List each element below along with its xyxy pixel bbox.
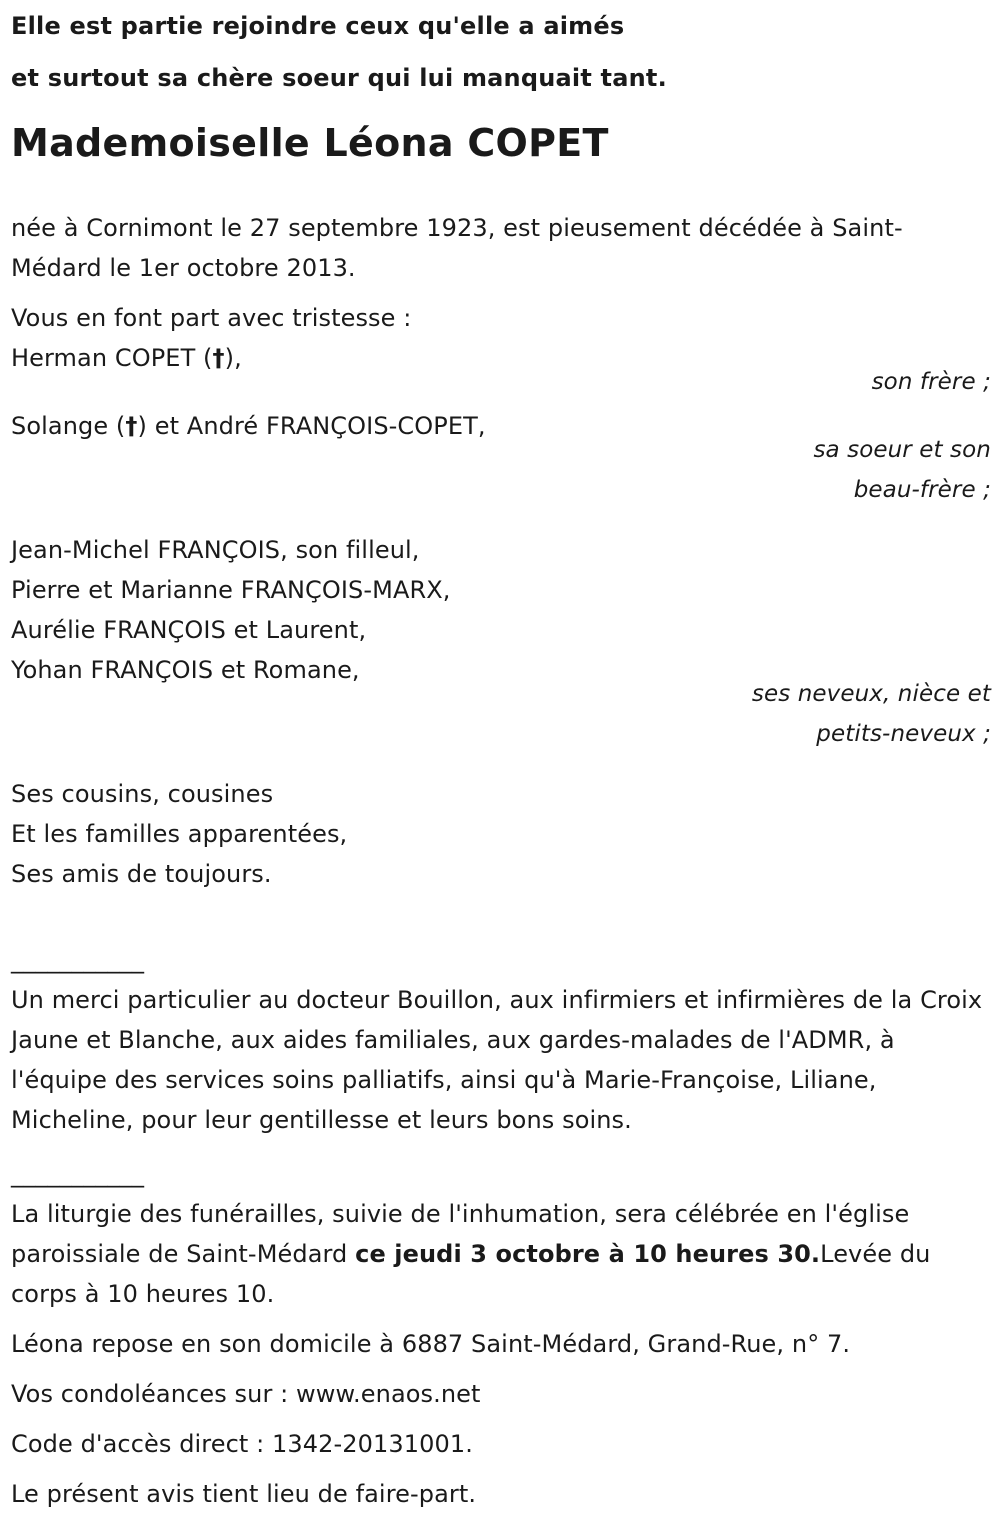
closing-note: Le présent avis tient lieu de faire-part. [11,1480,477,1508]
solange-name-end: ) et André FRANÇOIS-COPET, [137,412,486,440]
solange-role-1: sa soeur et son [813,437,991,463]
intro-line-1: Elle est partie rejoindre ceux qu'elle a aimés [11,12,625,40]
solange-name: Solange ( [11,412,126,440]
cross-icon: † [125,412,138,440]
list-item: Et les familles apparentées, [11,820,348,848]
announcement: Vous en font part avec tristesse : [11,304,412,332]
obituary-notice [11,0,991,1514]
liturgy-text: La liturgie des funérailles, suivie de l'inhumation, sera célébrée en l'église paroissiale de Saint-Médard [11,1200,910,1268]
separator-line: ___________ [11,946,145,974]
herman-role: son frère ; [871,369,991,395]
notice-body [11,208,991,1514]
condolences-info: Vos condoléances sur : www.enaos.net [11,1380,481,1408]
separator-line: ___________ [11,1160,145,1188]
liturgy-date: ce jeudi 3 octobre à 10 heures 30. [355,1240,821,1268]
solange-role-2: beau-frère ; [853,477,991,503]
cross-icon: † [212,344,225,372]
nephews-role-2: petits-neveux ; [816,721,991,747]
intro-line-2: et surtout sa chère soeur qui lui manquait tant. [11,64,667,92]
thanks-paragraph: Un merci particulier au docteur Bouillon, aux infirmiers et infirmières de la Croix Jaune et Blanche, aux aides familiales, aux gardes-malades de l'ADMR, à l'équipe des services soins palliatifs, ainsi qu'à Marie-Françoise, Liliane, Micheline, pour leur gentillesse et leurs bons soins. [11,986,983,1134]
list-item: Ses amis de toujours. [11,860,272,888]
list-item: Ses cousins, cousines [11,780,274,808]
rest-info: Léona repose en son domicile à 6887 Saint-Médard, Grand-Rue, n° 7. [11,1330,851,1358]
nephews-role-1: ses neveux, nièce et [751,681,991,707]
liturgy-paragraph [11,1194,991,1314]
herman-name-end: ), [224,344,242,372]
list-item: Aurélie FRANÇOIS et Laurent, [11,616,367,644]
liturgy-text-after: Levée du corps à 10 heures 10. [11,1240,931,1308]
intro-quote [11,0,991,104]
herman-name: Herman COPET ( [11,344,213,372]
nephews-list [11,530,991,690]
list-item: Jean-Michel FRANÇOIS, son filleul, [11,536,420,564]
list-item: Pierre et Marianne FRANÇOIS-MARX, [11,576,451,604]
deceased-name: Mademoiselle Léona COPET [11,121,609,165]
birth-death-info: née à Cornimont le 27 septembre 1923, est pieusement décédée à Saint-Médard le 1er octobre 2013. [11,214,903,282]
others-list [11,774,991,894]
list-item: Yohan FRANÇOIS et Romane, [11,656,360,684]
access-code: Code d'accès direct : 1342-20131001. [11,1430,473,1458]
